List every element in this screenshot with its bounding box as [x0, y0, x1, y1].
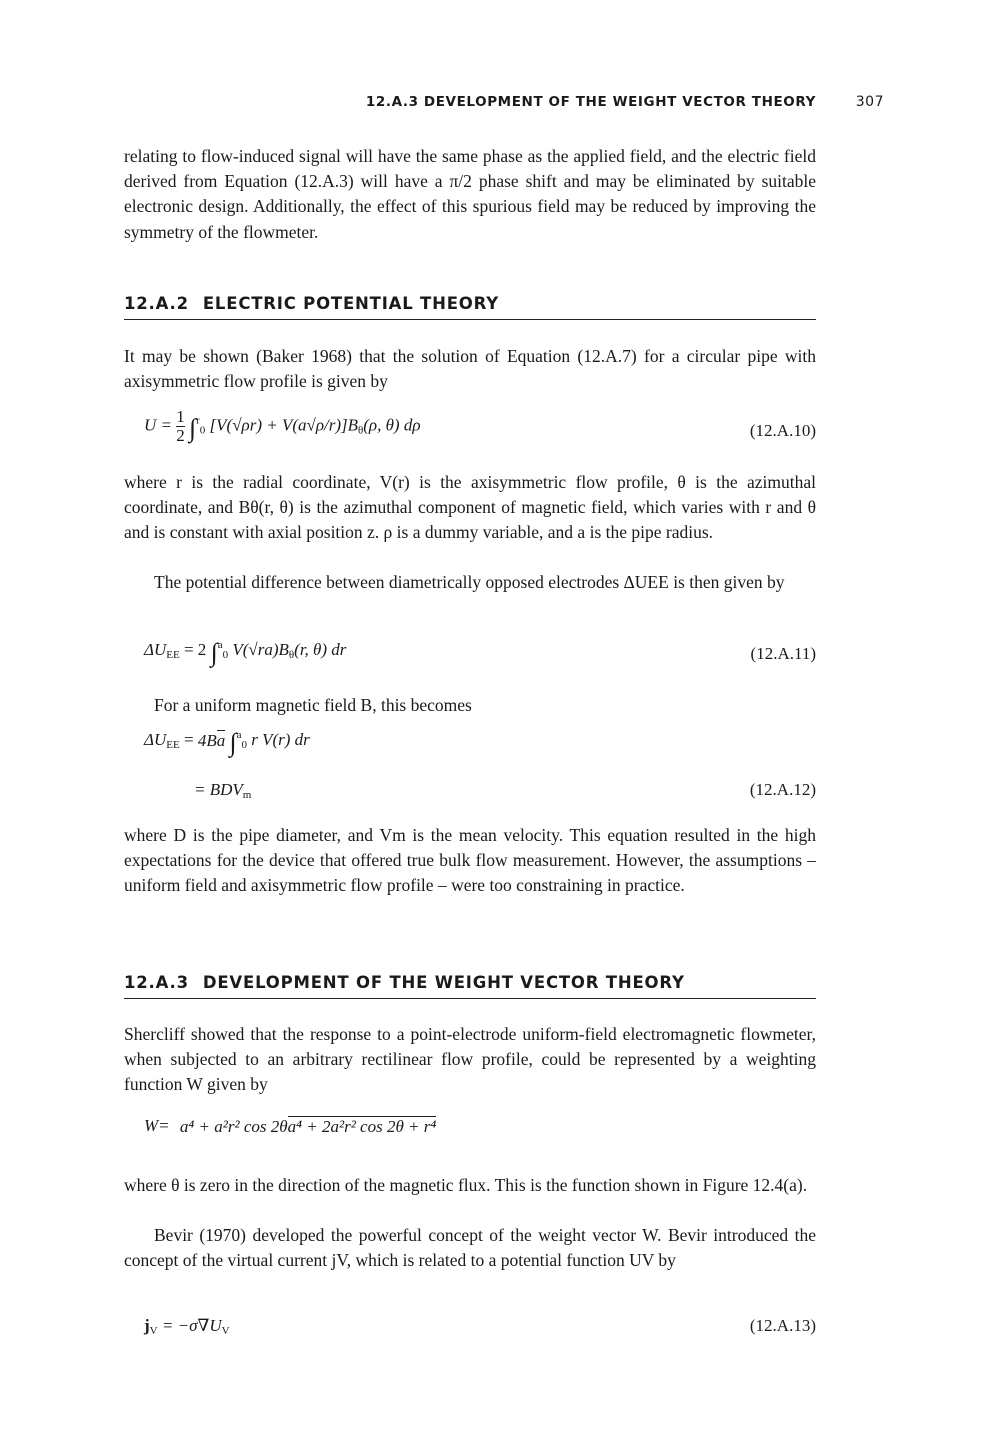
eq-equals: = 2	[179, 640, 207, 659]
frac-num: 4B	[197, 731, 217, 751]
integrand: [V(√ρr) + V(a√ρ/r)]B	[209, 415, 358, 435]
frac-num: 1	[176, 407, 185, 426]
integral-sign: ∫	[189, 413, 197, 443]
section-title: DEVELOPMENT OF THE WEIGHT VECTOR THEORY	[202, 973, 685, 992]
integral-sign: ∫	[229, 728, 237, 757]
eq-fraction	[176, 408, 185, 445]
frac-den: a⁴ + 2a²r² cos 2θ + r⁴	[287, 1117, 437, 1137]
eq-lhs: U =	[144, 415, 172, 435]
integrand-sub: θ	[288, 649, 295, 661]
page-header	[124, 92, 884, 114]
equation-number: (12.A.10)	[749, 421, 816, 440]
integrand-tail: (r, θ) dr	[294, 640, 347, 659]
section-number: 12.A.2	[124, 294, 189, 313]
section-title: ELECTRIC POTENTIAL THEORY	[202, 294, 499, 313]
eq-equals: =	[179, 730, 194, 749]
equation-number: (12.A.12)	[749, 780, 816, 799]
equation-number: (12.A.13)	[749, 1316, 816, 1335]
lower-limit: 0	[241, 739, 247, 751]
equation-12a11	[124, 630, 816, 667]
paragraph-theta: where θ is zero in the direction of the magnetic flux. This is the function shown in Figure 12.4(a).	[124, 1175, 808, 1195]
eq-lhs-sub: EE	[166, 649, 180, 661]
paragraph-potential-difference: The potential difference between diametrically opposed electrodes ΔUEE is then given by	[154, 572, 785, 592]
equation-12a10	[124, 407, 816, 445]
eq-lhs-sub: V	[149, 1325, 158, 1337]
paragraph-electric-potential: It may be shown (Baker 1968) that the solution of Equation (12.A.7) for a circular pipe with axisymmetric flow profile is given by	[124, 346, 816, 392]
frac-den: 2	[176, 426, 185, 445]
eq-fraction	[180, 1117, 436, 1137]
eq-lhs: ΔU	[144, 640, 167, 659]
eq-line2: = BDV	[194, 780, 243, 799]
paragraph-uniform-field: For a uniform magnetic field B, this becomes	[154, 695, 472, 715]
paragraph-intro: relating to flow-induced signal will have the same phase as the applied field, and the electric field derived from Equation (12.A.3) will have a π/2 phase shift and may be eliminated by suitable electronic design. Additionally, the effect of this spurious field may be reduced by improving the symmetry of the flowmeter.	[124, 146, 816, 242]
upper-limit: r	[196, 414, 200, 427]
equation-body	[144, 1116, 436, 1137]
integrand: r V(r) dr	[251, 730, 310, 749]
equation-body	[144, 638, 346, 668]
upper-limit: a	[236, 729, 242, 741]
eq-rhs: = −σ∇U	[157, 1316, 222, 1335]
page-number: 307	[855, 94, 884, 110]
integrand-sub: θ	[357, 424, 364, 437]
lower-limit: 0	[199, 424, 206, 437]
equation-line-1	[144, 728, 310, 758]
equation-12a12	[124, 728, 816, 801]
equation-body	[144, 408, 421, 445]
section-heading-12a2	[124, 294, 816, 320]
section-heading-12a3	[124, 973, 816, 999]
eq-rhs-sub: V	[221, 1325, 230, 1337]
eq-lhs: W=	[144, 1116, 170, 1135]
equation-body	[144, 1316, 230, 1337]
eq-fraction	[198, 731, 225, 751]
integral-sign: ∫	[210, 638, 218, 667]
integrand: V(√ra)B	[232, 640, 289, 659]
paragraph-definitions: where r is the radial coordinate, V(r) is the axisymmetric flow profile, θ is the azimuthal coordinate, and Bθ(r, θ) is the azimuthal component of magnetic field, which varies with r and θ and is constant with axial position z. ρ is a dummy variable, and a is the pipe radius.	[124, 472, 816, 543]
paragraph-assumptions: where D is the pipe diameter, and Vm is the mean velocity. This equation resulted in the high expectations for the device that offered true bulk flow measurement. However, the assumptions – uniform field and axisymmetric flow profile – were too constraining in practice.	[124, 825, 816, 896]
equation-line-2	[194, 780, 251, 801]
lower-limit: 0	[222, 649, 229, 661]
eq-lhs-sub: EE	[166, 739, 180, 751]
section-number: 12.A.3	[124, 973, 189, 992]
paragraph-shercliff: Shercliff showed that the response to a point-electrode uniform-field electromagnetic flowmeter, when subjected to an arbitrary rectilinear flow profile, could be represented by a weighting function W given by	[124, 1024, 816, 1095]
equation-number: (12.A.11)	[750, 644, 816, 663]
equation-weight-function	[124, 1112, 816, 1158]
eq-line2-sub: m	[242, 789, 252, 801]
frac-den: a	[216, 731, 226, 751]
equation-12a13	[124, 1316, 816, 1350]
running-head: 12.A.3 DEVELOPMENT OF THE WEIGHT VECTOR THEORY	[365, 94, 816, 110]
frac-num: a⁴ + a²r² cos 2θ	[179, 1117, 288, 1137]
upper-limit: a	[217, 639, 223, 651]
paragraph-bevir: Bevir (1970) developed the powerful concept of the weight vector W. Bevir introduced the concept of the virtual current jV, which is related to a potential function UV by	[124, 1225, 816, 1271]
eq-lhs: j	[144, 1316, 150, 1335]
eq-lhs: ΔU	[144, 730, 167, 749]
integrand-tail: (ρ, θ) dρ	[363, 415, 421, 435]
